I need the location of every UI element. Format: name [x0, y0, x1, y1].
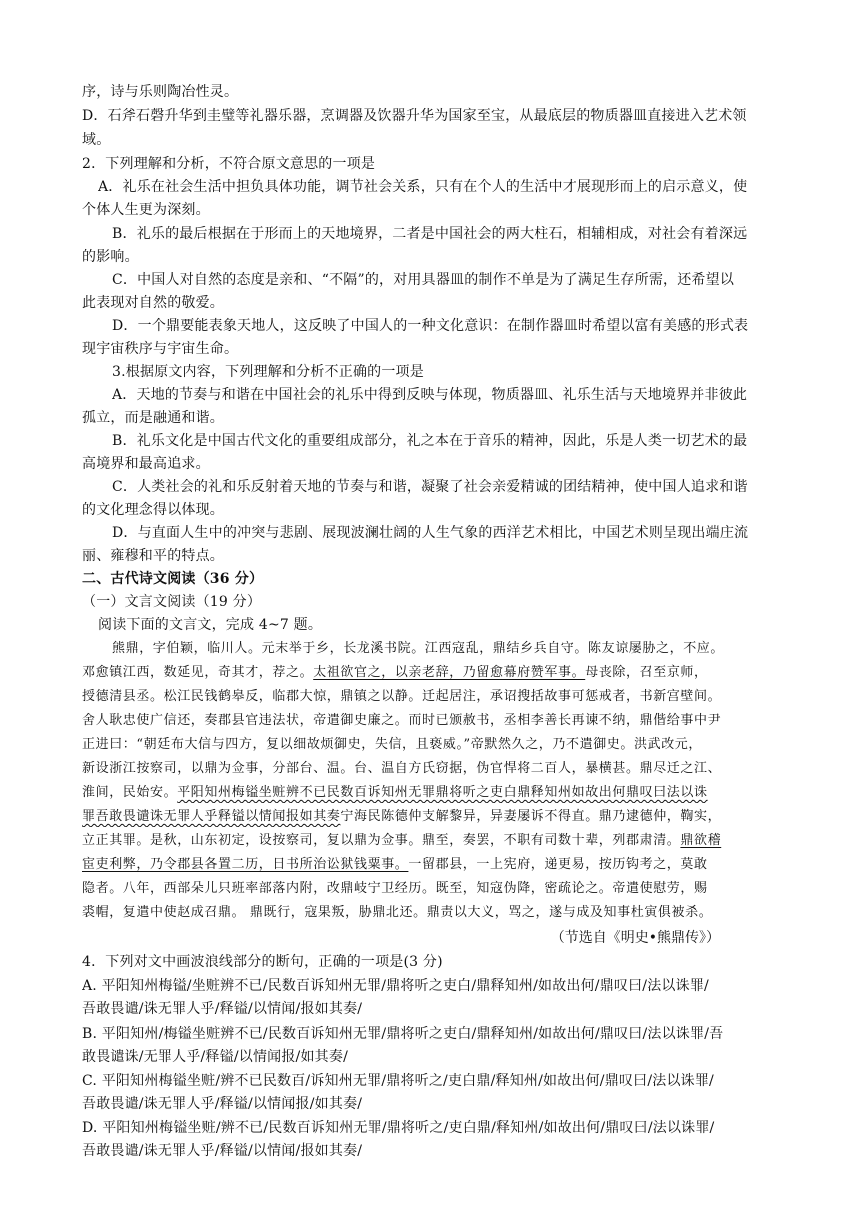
underlined-sentence: 鼎欲稽 — [680, 833, 722, 848]
underlined-sentence: 宦吏利弊，乃令郡县各置二历，日书所治讼狱钱粟事。 — [82, 857, 409, 872]
passage-line: 罪吾敢畏谴诛无罪人乎释镒以情闻报如其奏宁海民陈德仲支解黎异，异妻屡诉不得直。鼎乃逮德仲，鞫实， — [82, 809, 722, 824]
text-line: 的影响。 — [82, 249, 139, 265]
passage-line: 新设浙江按察司，以鼎为佥事，分部台、温。台、温自方氏窃据，伪官悍将二百人，暴横甚。鼎尽迁之江、 — [82, 761, 722, 776]
reading-instruction: 阅读下面的文言文，完成 4~7 题。 — [98, 617, 323, 633]
question-3-option-c: C．人类社会的礼和乐反射着天地的节奏与和谐，凝聚了社会亲爱精诚的团结精神，使中国人追求和谐 — [112, 479, 748, 495]
text-line: D．石斧石磬升华到圭璧等礼器乐器，烹调器及饮器升华为国家至宝，从最底层的物质器皿直接进入艺术领 — [82, 108, 747, 124]
text-line: 序，诗与乐则陶冶性灵。 — [82, 84, 239, 100]
text-line: 吾敢畏谴/诛无罪人乎/释镒/以情闻报/如其奏/ — [82, 1096, 363, 1112]
question-4-option-d: D. 平阳知州梅镒坐赃/辨不已/民数百诉知州无罪/鼎将听之/吏白鼎/释知州/如故出何/鼎叹曰/法以诛罪/ — [82, 1120, 715, 1136]
text-line: 的文化理念得以体现。 — [82, 502, 224, 518]
section-heading: 二、古代诗文阅读（36 分） — [82, 571, 264, 587]
passage-line: 熊鼎，字伯颖，临川人。元末举于乡，长龙溪书院。江西寇乱，鼎结乡兵自守。陈友谅屡胁之，不应。 — [112, 641, 725, 656]
question-3-option-d: D．与直面人生中的冲突与悲剧、展现波澜壮阔的人生气象的西洋艺术相比，中国艺术则呈现出端庄流 — [112, 525, 749, 541]
text-line: 敢畏谴诛/无罪人乎/释镒/以情闻报/如其奏/ — [82, 1049, 348, 1065]
question-2-stem: 2．下列理解和分析，不符合原文意思的一项是 — [82, 156, 376, 172]
wavy-underlined-sentence: 平阳知州梅镒坐赃辨不已民数百诉知州无罪鼎将听之吏白鼎释知州如故出何鼎叹曰法以诛 — [177, 785, 708, 800]
text-line: 高境界和最高追求。 — [82, 456, 210, 472]
wavy-underlined-sentence: 罪吾敢畏谴诛无罪人乎释镒以情闻报如其奏 — [82, 809, 341, 824]
underlined-sentence: 太祖欲官之，以亲老辞，乃留愈幕府赞军事。 — [313, 665, 586, 680]
text-line: 域。 — [82, 132, 111, 148]
question-4-option-b: B. 平阳知州/梅镒坐赃辨不已/民数百诉知州无罪/鼎将听之吏白/鼎释知州/如故出何/鼎叹曰/法以诛罪/吾 — [82, 1026, 724, 1042]
subsection-heading: （一）文言文阅读（19 分） — [82, 594, 262, 610]
passage-source: （节选自《明史•熊鼎传》） — [550, 930, 720, 946]
question-3-stem: 3.根据原文内容，下列理解和分析不正确的一项是 — [112, 364, 424, 380]
question-4-option-c: C. 平阳知州梅镒坐赃/辨不已民数百/诉知州无罪/鼎将听之/吏白鼎/释知州/如故出何/鼎叹曰/法以诛罪/ — [82, 1073, 714, 1089]
passage-line: 宦吏利弊，乃令郡县各置二历，日书所治讼狱钱粟事。一留郡县，一上宪府，递更易，按历钩考之，莫敢 — [82, 857, 708, 872]
passage-line: 立正其罪。是秋，山东初定，设按察司，复以鼎为佥事。鼎至，奏罢，不职有司数十辈，列郡肃清。鼎欲稽 — [82, 833, 722, 848]
question-3-option-b: B．礼乐文化是中国古代文化的重要组成部分，礼之本在于音乐的精神，因此，乐是人类一切艺术的最 — [112, 433, 748, 449]
question-2-option-a: A．礼乐在社会生活中担负具体功能，调节社会关系，只有在个人的生活中才展现形而上的启示意义，使 — [98, 179, 748, 195]
passage-line: 隐者。八年，西部朵儿只班率部落内附，改鼎岐宁卫经历。既至，知寇伪降，密疏论之。帝遣使慰劳，赐 — [82, 881, 708, 896]
text-line: 个体人生更为深刻。 — [82, 202, 210, 218]
passage-line: 裘帽，复遣中使赵成召鼎。 鼎既行，寇果叛，胁鼎北还。鼎责以大义，骂之，遂与成及知事杜寅俱被杀。 — [82, 905, 713, 920]
question-2-option-b: B．礼乐的最后根据在于形而上的天地境界，二者是中国社会的两大柱石，相辅相成，对社会有着深远 — [112, 226, 748, 242]
passage-line: 正进曰：“朝廷布大信与四方，复以细故烦御史，失信，且亵威。”帝默然久之，乃不遣御史。洪武改元， — [82, 737, 702, 752]
question-4-stem: 4．下列对文中画波浪线部分的断句，正确的一项是(3 分) — [82, 954, 443, 970]
question-2-option-d: D．一个鼎要能表象天地人，这反映了中国人的一种文化意识：在制作器皿时希望以富有美感的形式表 — [112, 318, 749, 334]
question-2-option-c: C．中国人对自然的态度是亲和、“不隔”的，对用具器皿的制作不单是为了满足生存所需，还希望以 — [112, 272, 735, 288]
passage-line: 舍人耿忠使广信还，奏郡县官违法状，帝遣御史廉之。而时已颁赦书，丞相李善长再谏不纳，鼎偕给事中尹 — [82, 713, 722, 728]
text-line: 此表现对自然的敬爱。 — [82, 295, 224, 311]
passage-line: 淮间，民始安。平阳知州梅镒坐赃辨不已民数百诉知州无罪鼎将听之吏白鼎释知州如故出何鼎叹曰法以诛 — [82, 785, 708, 800]
question-3-option-a: A．天地的节奏与和谐在中国社会的礼乐中得到反映与体现，物质器皿、礼乐生活与天地境界并非彼此 — [112, 387, 748, 403]
passage-line: 邓愈镇江西，数延见，奇其才，荐之。太祖欲官之，以亲老辞，乃留愈幕府赞军事。母丧除，召至京师， — [82, 665, 708, 680]
text-line: 吾敢畏谴/诛无罪人乎/释镒/以情闻/报如其奏/ — [82, 1001, 363, 1017]
text-line: 现宇宙秩序与宇宙生命。 — [82, 341, 239, 357]
text-line: 丽、雍穆和平的特点。 — [82, 548, 224, 564]
question-4-option-a: A. 平阳知州梅镒/坐赃辨不已/民数百诉知州无罪/鼎将听之吏白/鼎释知州/如故出何/鼎叹曰/法以诛罪/ — [82, 978, 709, 994]
text-line: 孤立，而是融通和谐。 — [82, 410, 224, 426]
text-line: 吾敢畏谴/诛无罪人乎/释镒/以情闻/报如其奏/ — [82, 1143, 363, 1159]
passage-line: 授德清县丞。松江民钱鹤皋反，临郡大惊，鼎镇之以静。迁起居注，承诏搜括故事可惩戒者，书新宫壁间。 — [82, 689, 722, 704]
